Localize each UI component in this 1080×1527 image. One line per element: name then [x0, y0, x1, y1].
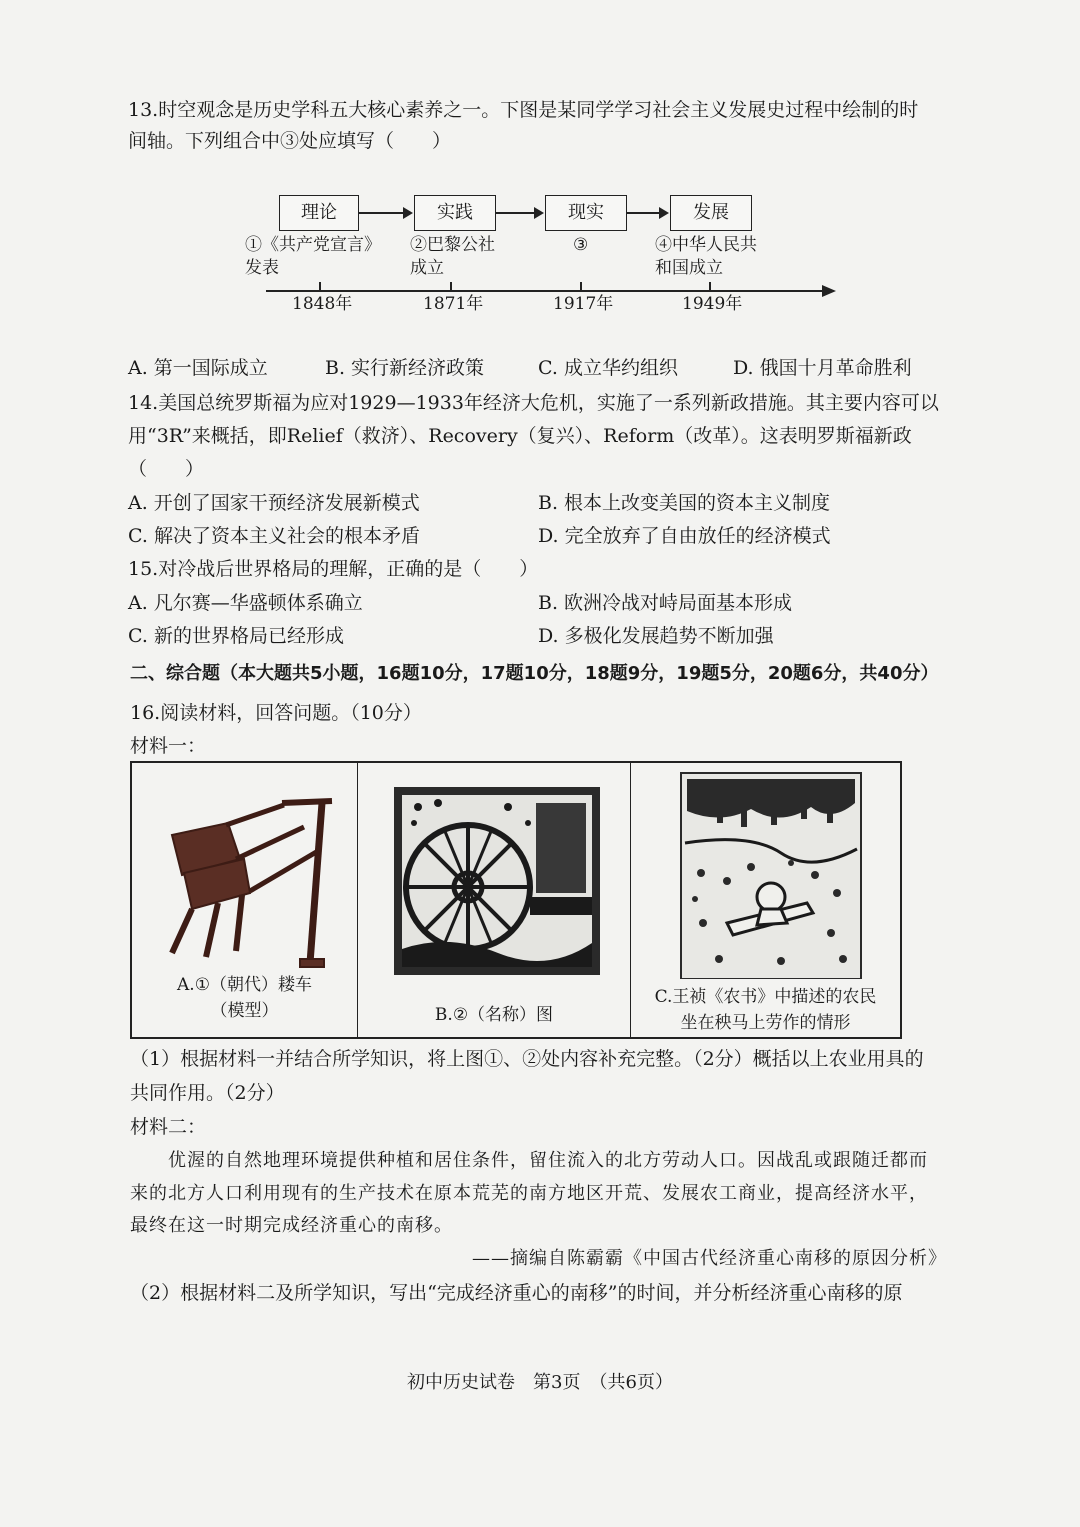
q16-sub1-line1: （1）根据材料一并结合所学知识，将上图①、②处内容补充完整。（2分）概括以上农业用具的: [130, 1048, 924, 1070]
timeline-note-2b: 成立: [410, 258, 444, 278]
q13-option-a: A. 第一国际成立: [128, 357, 268, 379]
water-wheel-woodcut: [358, 763, 631, 979]
timeline-tick: [319, 282, 321, 291]
timeline-note-2: ②巴黎公社: [410, 235, 495, 255]
figure-cell-yangma: [631, 763, 900, 1037]
q13-stem-line1: 13.时空观念是历史学科五大核心素养之一。下图是某同学学习社会主义发展史过程中绘制的时: [128, 99, 919, 121]
timeline-note-4: ④中华人民共: [655, 235, 757, 255]
q13-option-b: B. 实行新经济政策: [325, 357, 485, 379]
q13-option-c: C. 成立华约组织: [538, 357, 678, 379]
q14-option-d: D. 完全放弃了自由放任的经济模式: [538, 525, 831, 547]
q14-stem-line3: （ ）: [128, 458, 205, 480]
q14-option-c: C. 解决了资本主义社会的根本矛盾: [128, 525, 420, 547]
q14-option-a: A. 开创了国家干预经济发展新模式: [128, 492, 420, 514]
q15-option-b: B. 欧洲冷战对峙局面基本形成: [538, 592, 793, 614]
figure-cell-seed-drill: [132, 763, 358, 1037]
yangma-woodcut: [631, 763, 900, 979]
timeline-note-3: ③: [573, 235, 589, 255]
timeline-box-theory: 理论: [279, 195, 359, 231]
figure-c-caption-line1: C.王祯《农书》中描述的农民: [654, 987, 877, 1007]
timeline-arrow: [359, 212, 411, 214]
q14-option-b: B. 根本上改变美国的资本主义制度: [538, 492, 831, 514]
q16-sub2-line1: （2）根据材料二及所学知识，写出“完成经济重心的南移”的时间，并分析经济重心南移的原: [130, 1282, 903, 1304]
timeline-box-development: 发展: [670, 195, 752, 231]
timeline-year-1949: 1949年: [682, 294, 743, 314]
q13-option-d: D. 俄国十月革命胜利: [733, 357, 912, 379]
q15-stem: 15.对冷战后世界格局的理解，正确的是（ ）: [128, 558, 539, 580]
material2-line3: 最终在这一时期完成经济重心的南移。: [130, 1215, 453, 1236]
timeline-tick: [580, 282, 582, 291]
timeline-year-1871: 1871年: [423, 294, 484, 314]
timeline-axis: [266, 290, 824, 292]
q15-option-a: A. 凡尔赛—华盛顿体系确立: [128, 592, 363, 614]
material1-figure-table: [130, 761, 902, 1039]
q14-stem-line1: 14.美国总统罗斯福为应对1929—1933年经济大危机，实施了一系列新政措施。其主要内容可以: [128, 392, 939, 414]
material1-label: 材料一：: [130, 735, 207, 757]
q16-stem: 16.阅读材料，回答问题。（10分）: [130, 702, 422, 724]
q13-stem-line2: 间轴。下列组合中③处应填写（ ）: [128, 130, 452, 152]
timeline-year-1917: 1917年: [553, 294, 614, 314]
timeline-note-4b: 和国成立: [655, 258, 723, 278]
material2-line1: 优渥的自然地理环境提供种植和居住条件，留住流入的北方劳动人口。因战乱或跟随迁都而: [168, 1150, 928, 1171]
figure-cell-water-wheel: [358, 763, 631, 1037]
figure-a-caption-line2: （模型）: [210, 1001, 279, 1021]
material2-label: 材料二：: [130, 1116, 207, 1138]
timeline-box-reality: 现实: [545, 195, 627, 231]
page-footer: 初中历史试卷 第3页 （共6页）: [407, 1372, 673, 1393]
figure-a-caption-line1: A.①（朝代）耧车: [177, 975, 312, 995]
material2-line2: 来的北方人口利用现有的生产技术在原本荒芜的南方地区开荒、发展农工商业，提高经济水平，: [130, 1183, 928, 1204]
seed-drill-illustration: [132, 763, 358, 973]
q14-stem-line2: 用“3R”来概括，即Relief（救济）、Recovery（复兴）、Reform（改革）。这表明罗斯福新政: [128, 425, 912, 447]
q15-option-c: C. 新的世界格局已经形成: [128, 625, 344, 647]
timeline-tick: [709, 282, 711, 291]
q15-option-d: D. 多极化发展趋势不断加强: [538, 625, 774, 647]
section2-heading: 二、综合题（本大题共5小题，16题10分，17题10分，18题9分，19题5分，20题6分，共40分）: [130, 663, 939, 684]
figure-c-caption-line2: 坐在秧马上劳作的情形: [680, 1013, 851, 1033]
timeline-tick: [450, 282, 452, 291]
material2-source: ——摘编自陈霸霸《中国古代经济重心南移的原因分析》: [472, 1248, 947, 1269]
timeline-note-1: ①《共产党宣言》: [245, 235, 381, 255]
timeline-box-practice: 实践: [414, 195, 496, 231]
timeline-arrow: [496, 212, 542, 214]
timeline-note-1b: 发表: [245, 258, 279, 278]
figure-b-caption: B.②（名称）图: [434, 1005, 554, 1025]
q16-sub1-line2: 共同作用。（2分）: [130, 1082, 285, 1104]
timeline-arrow: [627, 212, 667, 214]
timeline-year-1848: 1848年: [292, 294, 353, 314]
